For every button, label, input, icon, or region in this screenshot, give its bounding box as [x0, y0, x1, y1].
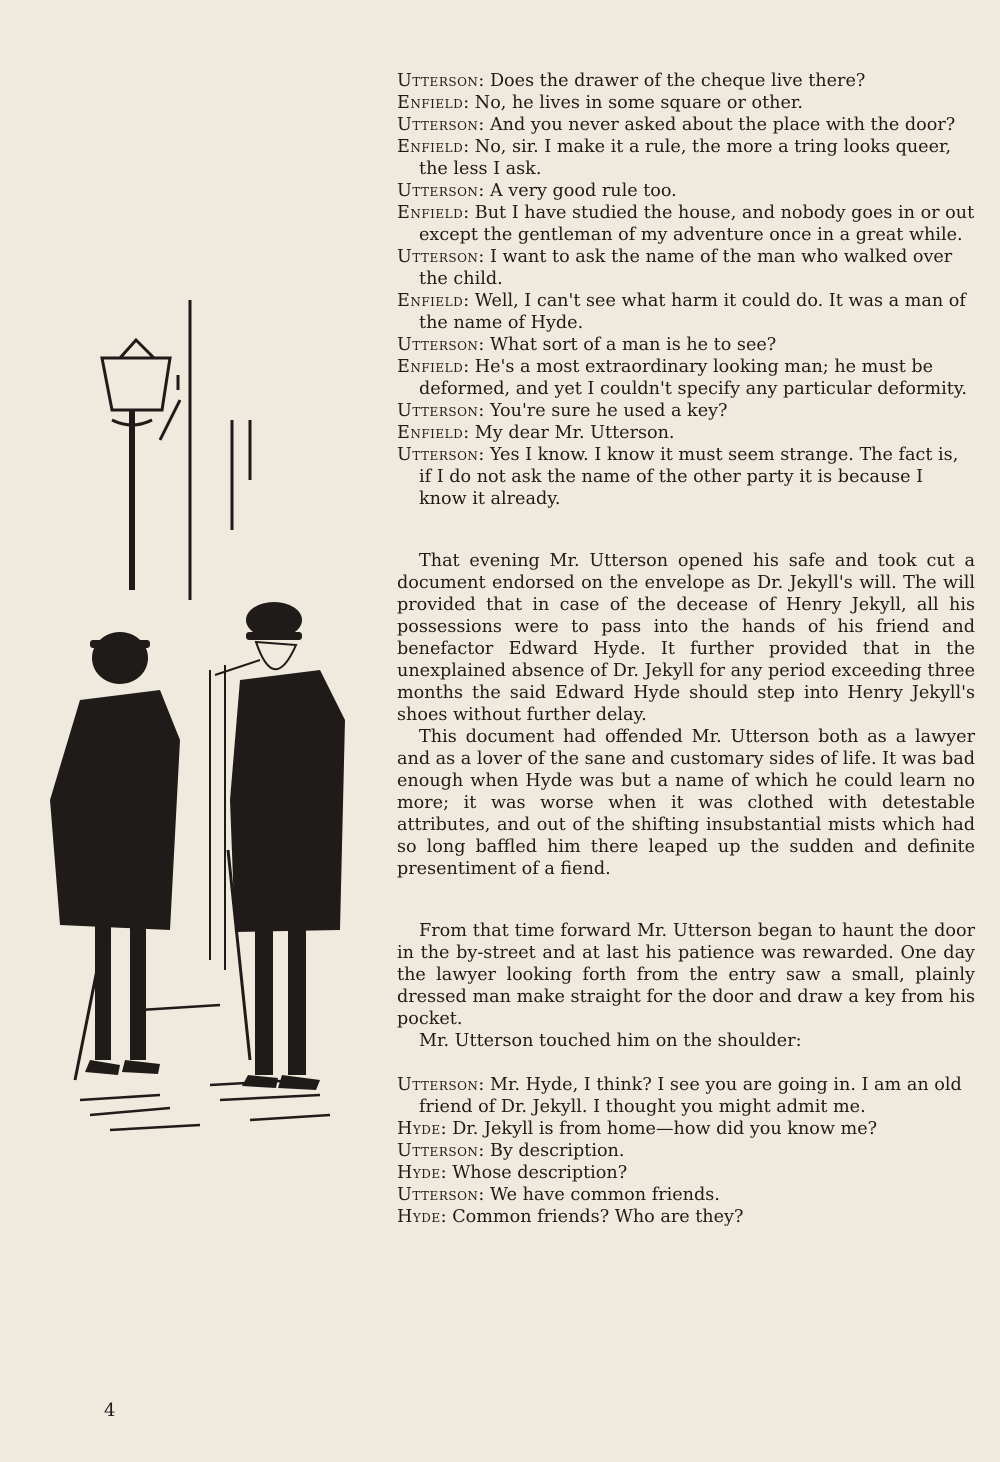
speech: What sort of a man is he to see? [489, 335, 777, 355]
dialogue-line: Utterson: By description. [397, 1141, 625, 1161]
dialogue-line: Enfield: He's a most extraordinary looking man; he must be deformed, and yet I couldn't specify any particular deformity. [397, 357, 967, 399]
speaker: Enfield [397, 93, 464, 113]
speech: Does the drawer of the cheque live there? [489, 71, 866, 91]
speaker: Hyde [397, 1207, 441, 1227]
speaker: Utterson [397, 335, 479, 355]
speaker: Utterson [397, 1075, 479, 1095]
speaker: Utterson [397, 247, 479, 267]
speaker: Utterson [397, 401, 479, 421]
dialogue-2 [397, 1074, 975, 1228]
dialogue-line: Enfield: No, he lives in some square or other. [397, 93, 803, 113]
paragraph: Mr. Utterson touched him on the shoulder: [419, 1031, 802, 1051]
dialogue-line: Utterson: Yes I know. I know it must seem strange. The fact is, if I do not ask the name of the other party it is because I know it already. [397, 445, 959, 509]
spacer [397, 510, 975, 550]
dialogue-line: Utterson: Mr. Hyde, I think? I see you are going in. I am an old friend of Dr. Jekyll. I thought you might admit me. [397, 1075, 962, 1117]
paragraph: That evening Mr. Utterson opened his safe and took cut a document endorsed on the envelope as Dr. Jekyll's will. The will provided that in case of the decease of Henry Jekyll, all his possessions were to pass into the hands of his friend and benefactor Edward Hyde. It further provided that in the unexplained absence of Dr. Jekyll for any period exceeding three months the said Edward Hyde should step into Henry Jekyll's shoes without further delay. [397, 551, 975, 725]
street-lamp [102, 300, 250, 600]
spacer [397, 880, 975, 920]
speech: A very good rule too. [489, 181, 677, 201]
speech: Whose description? [452, 1163, 628, 1183]
dialogue-line: Utterson: And you never asked about the place with the door? [397, 115, 956, 135]
narrative-2 [397, 920, 975, 1052]
narrative-1 [397, 550, 975, 880]
speech: I want to ask the name of the man who walked over the child. [419, 247, 953, 289]
speaker: Utterson [397, 71, 479, 91]
speaker: Hyde [397, 1163, 441, 1183]
speech: By description. [489, 1141, 625, 1161]
speech: We have common friends. [489, 1185, 720, 1205]
speech: Well, I can't see what harm it could do. It was a man of the name of Hyde. [419, 291, 966, 333]
speech: And you never asked about the place with the door? [489, 115, 956, 135]
dialogue-line: Enfield: But I have studied the house, and nobody goes in or out except the gentleman of my adventure once in a great while. [397, 203, 975, 245]
speech: Yes I know. I know it must seem strange. The fact is, if I do not ask the name of the other party it is because I know it already. [419, 445, 959, 509]
dialogue-line: Utterson: We have common friends. [397, 1185, 720, 1205]
speech: Dr. Jekyll is from home—how did you know me? [452, 1119, 878, 1139]
paragraph: This document had offended Mr. Utterson both as a lawyer and as a lover of the sane and customary sides of life. It was bad enough when Hyde was but a name of which he could learn no more; it was worse when it was clothed with detestable attributes, and out of the shifting insubstantial mists which had so long baffled him there leaped up the sudden and definite presentiment of a fiend. [397, 727, 975, 879]
dialogue-line: Enfield: Well, I can't see what harm it could do. It was a man of the name of Hyde. [397, 291, 966, 333]
dialogue-line: Utterson: You're sure he used a key? [397, 401, 728, 421]
speaker: Utterson [397, 115, 479, 135]
speaker: Utterson [397, 1185, 479, 1205]
speech: No, he lives in some square or other. [474, 93, 803, 113]
page-number: 4 [104, 1400, 116, 1421]
speaker: Enfield [397, 203, 464, 223]
speech: No, sir. I make it a rule, the more a tring looks queer, the less I ask. [419, 137, 952, 179]
dialogue-1 [397, 70, 975, 510]
speaker: Enfield [397, 423, 464, 443]
speech: He's a most extraordinary looking man; he must be deformed, and yet I couldn't specify any particular deformity. [419, 357, 967, 399]
speech: Common friends? Who are they? [452, 1207, 744, 1227]
speaker: Enfield [397, 137, 464, 157]
spacer [397, 1052, 975, 1074]
speaker: Utterson [397, 445, 479, 465]
dialogue-line: Enfield: No, sir. I make it a rule, the more a tring looks queer, the less I ask. [397, 137, 952, 179]
dialogue-line: Enfield: My dear Mr. Utterson. [397, 423, 675, 443]
speaker: Hyde [397, 1119, 441, 1139]
speaker: Enfield [397, 291, 464, 311]
speech: Mr. Hyde, I think? I see you are going in. I am an old friend of Dr. Jekyll. I thought you might admit me. [419, 1075, 962, 1117]
speaker: Utterson [397, 1141, 479, 1161]
text-column [397, 70, 975, 1228]
dialogue-line: Hyde: Common friends? Who are they? [397, 1207, 744, 1227]
dialogue-line: Utterson: What sort of a man is he to see? [397, 335, 777, 355]
dialogue-line: Utterson: A very good rule too. [397, 181, 677, 201]
speech: My dear Mr. Utterson. [474, 423, 675, 443]
figure-utterson [230, 602, 345, 1090]
dialogue-line: Hyde: Whose description? [397, 1163, 628, 1183]
speech: But I have studied the house, and nobody goes in or out except the gentleman of my adventure once in a great while. [419, 203, 975, 245]
dialogue-line: Utterson: I want to ask the name of the man who walked over the child. [397, 247, 953, 289]
dialogue-line: Utterson: Does the drawer of the cheque live there? [397, 71, 866, 91]
speech: You're sure he used a key? [489, 401, 728, 421]
paragraph: From that time forward Mr. Utterson began to haunt the door in the by-street and at last his patience was rewarded. One day the lawyer looking forth from the entry saw a small, plainly dressed man make straight for the door and draw a key from his pocket. [397, 921, 975, 1029]
illustration [20, 280, 400, 1160]
speaker: Enfield [397, 357, 464, 377]
dialogue-line: Hyde: Dr. Jekyll is from home—how did you know me? [397, 1119, 878, 1139]
speaker: Utterson [397, 181, 479, 201]
